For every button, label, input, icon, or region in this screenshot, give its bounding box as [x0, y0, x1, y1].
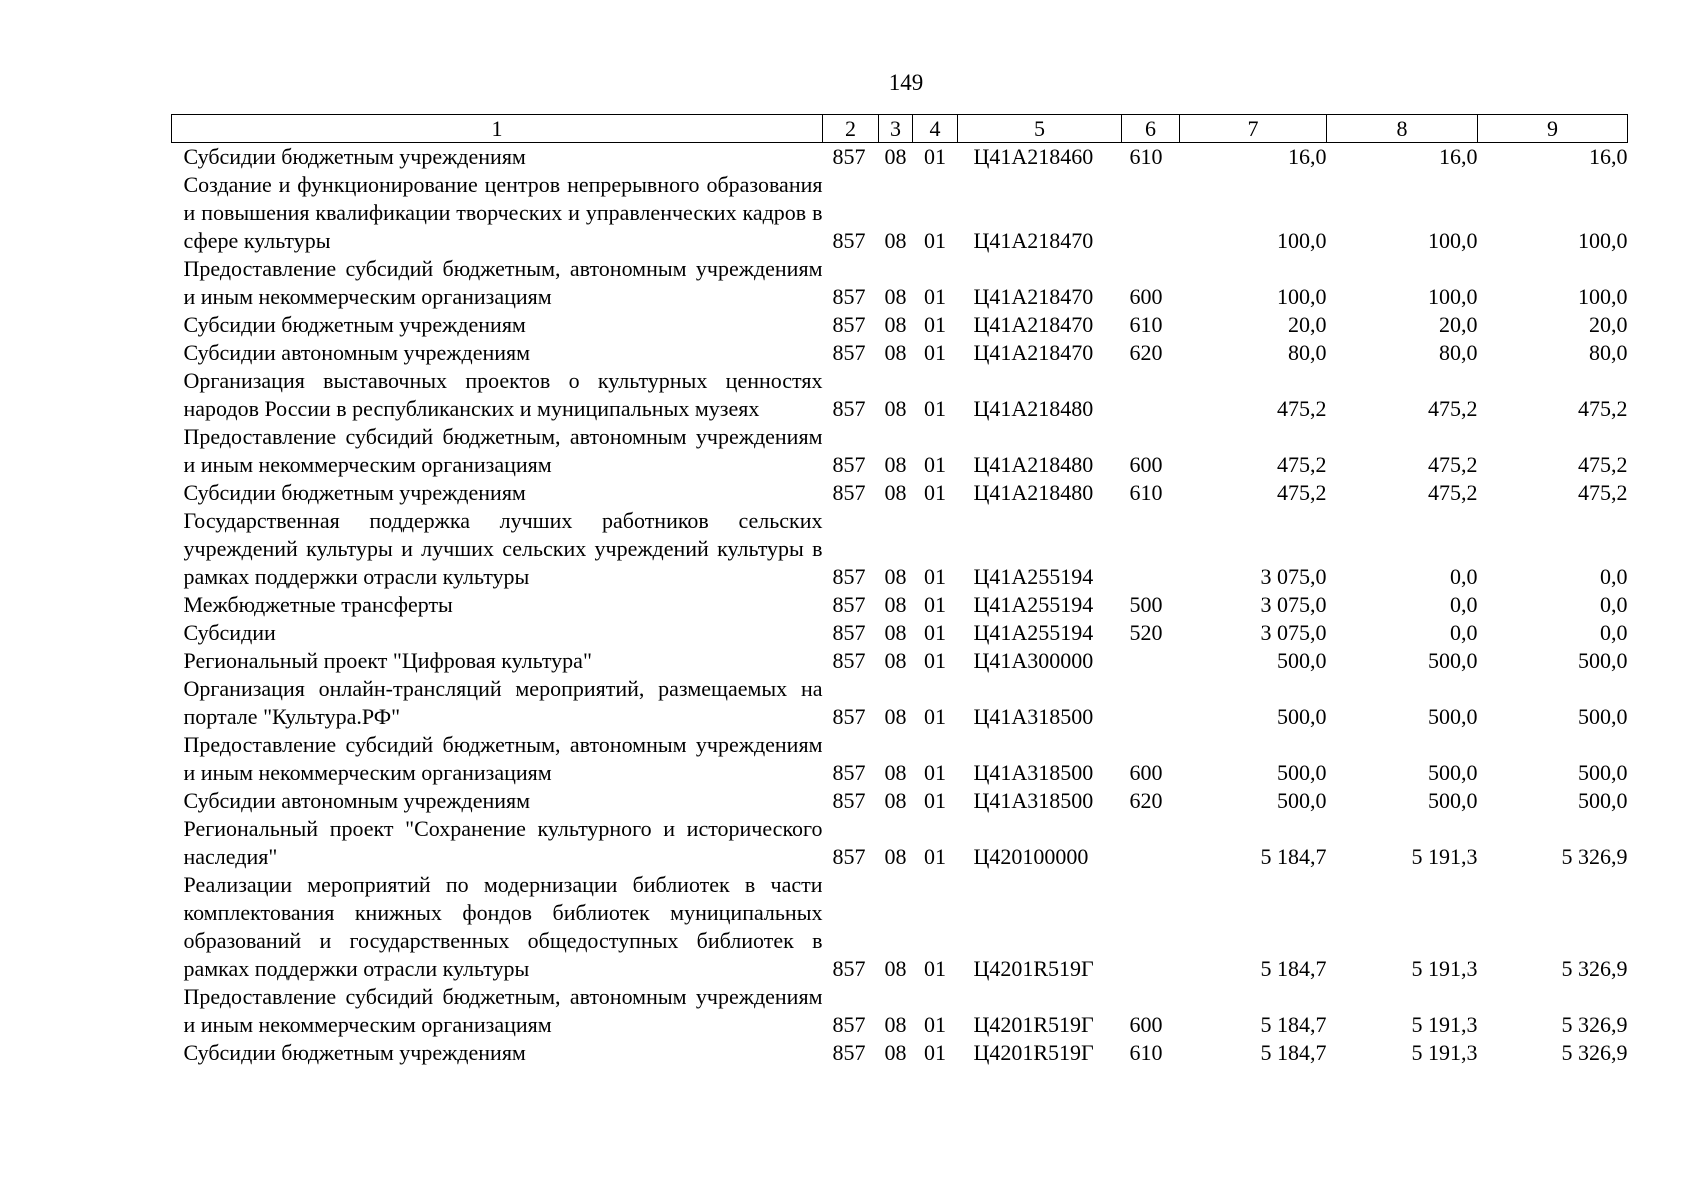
row-name: Региональный проект "Цифровая культура"	[183, 648, 592, 673]
row-amount-year-2: 0,0	[1450, 592, 1478, 617]
table-row	[172, 647, 1628, 675]
row-target-article: Ц41А218470	[973, 284, 1094, 309]
header-col-1: 1	[172, 115, 823, 143]
row-section-code: 08	[884, 956, 907, 981]
row-amount-year-1: 500,0	[1277, 704, 1327, 729]
row-ministry-code: 857	[832, 1012, 866, 1037]
table-row	[172, 591, 1628, 619]
row-amount-year-1: 5 184,7	[1260, 1040, 1327, 1065]
row-name: Субсидии бюджетным учреждениям	[183, 480, 526, 505]
row-amount-year-3: 5 326,9	[1561, 1040, 1628, 1065]
row-expense-type: 600	[1129, 452, 1163, 477]
row-amount-year-1: 16,0	[1288, 144, 1327, 169]
row-subsection-code: 01	[924, 144, 946, 169]
table-row	[172, 507, 1628, 591]
row-section-code: 08	[884, 312, 907, 337]
table-row	[172, 675, 1628, 731]
row-amount-year-1: 500,0	[1277, 648, 1327, 673]
row-amount-year-2: 0,0	[1450, 564, 1478, 589]
row-ministry-code: 857	[832, 956, 866, 981]
table-body	[172, 143, 1628, 1068]
row-subsection-code: 01	[924, 788, 946, 813]
row-subsection-code: 01	[924, 592, 946, 617]
row-amount-year-1: 500,0	[1277, 760, 1327, 785]
table-row	[172, 731, 1628, 787]
row-name: Региональный проект "Сохранение культурного и исторического наследия"	[183, 816, 823, 869]
row-expense-type: 600	[1129, 1012, 1163, 1037]
row-target-article: Ц41А218480	[973, 452, 1094, 477]
row-expense-type: 610	[1129, 312, 1163, 337]
row-amount-year-3: 0,0	[1600, 592, 1628, 617]
row-target-article: Ц4201R519Г	[973, 1040, 1094, 1065]
row-expense-type: 500	[1129, 592, 1163, 617]
row-expense-type: 610	[1129, 144, 1163, 169]
table-row	[172, 339, 1628, 367]
row-expense-type: 520	[1129, 620, 1163, 645]
row-amount-year-1: 3 075,0	[1260, 620, 1327, 645]
row-expense-type: 620	[1129, 340, 1163, 365]
row-ministry-code: 857	[832, 480, 866, 505]
row-ministry-code: 857	[832, 648, 866, 673]
row-target-article: Ц41А218460	[973, 144, 1094, 169]
row-amount-year-3: 475,2	[1578, 396, 1628, 421]
row-name: Предоставление субсидий бюджетным, автономным учреждениям и иным некоммерческим организациям	[183, 256, 823, 309]
row-section-code: 08	[884, 396, 907, 421]
row-target-article: Ц41А255194	[973, 564, 1094, 589]
row-amount-year-3: 5 326,9	[1561, 844, 1628, 869]
row-amount-year-1: 80,0	[1288, 340, 1327, 365]
row-section-code: 08	[884, 788, 907, 813]
row-ministry-code: 857	[832, 788, 866, 813]
row-amount-year-3: 5 326,9	[1561, 1012, 1628, 1037]
row-amount-year-3: 5 326,9	[1561, 956, 1628, 981]
header-col-9: 9	[1478, 115, 1628, 143]
row-amount-year-1: 3 075,0	[1260, 564, 1327, 589]
row-name: Реализации мероприятий по модернизации библиотек в части комплектования книжных фондов библиотек муниципальных образований и государственных общедоступных библиотек в рамках поддержки отрасли культуры	[183, 872, 823, 981]
header-col-8: 8	[1327, 115, 1478, 143]
table-row	[172, 983, 1628, 1039]
row-amount-year-2: 475,2	[1428, 396, 1478, 421]
row-name: Субсидии бюджетным учреждениям	[183, 144, 526, 169]
header-col-6: 6	[1122, 115, 1180, 143]
row-subsection-code: 01	[924, 648, 946, 673]
row-name: Межбюджетные трансферты	[183, 592, 453, 617]
row-name: Предоставление субсидий бюджетным, автономным учреждениям и иным некоммерческим организациям	[183, 984, 823, 1037]
row-section-code: 08	[884, 592, 907, 617]
row-ministry-code: 857	[832, 340, 866, 365]
row-amount-year-1: 5 184,7	[1260, 844, 1327, 869]
row-target-article: Ц41А318500	[973, 760, 1094, 785]
row-amount-year-1: 20,0	[1288, 312, 1327, 337]
row-subsection-code: 01	[924, 228, 946, 253]
row-amount-year-2: 5 191,3	[1411, 956, 1478, 981]
row-ministry-code: 857	[832, 228, 866, 253]
row-section-code: 08	[884, 452, 907, 477]
row-subsection-code: 01	[924, 312, 946, 337]
row-ministry-code: 857	[832, 564, 866, 589]
table-row	[172, 787, 1628, 815]
row-amount-year-2: 500,0	[1428, 704, 1478, 729]
header-col-4: 4	[913, 115, 958, 143]
row-name: Субсидии бюджетным учреждениям	[183, 312, 526, 337]
row-name: Субсидии автономным учреждениям	[183, 340, 531, 365]
table-row	[172, 255, 1628, 311]
row-target-article: Ц41А218470	[973, 312, 1094, 337]
row-expense-type: 600	[1129, 760, 1163, 785]
row-name: Субсидии автономным учреждениям	[183, 788, 531, 813]
row-expense-type: 600	[1129, 284, 1163, 309]
row-subsection-code: 01	[924, 1012, 946, 1037]
row-name: Субсидии	[183, 620, 276, 645]
row-section-code: 08	[884, 704, 907, 729]
row-amount-year-2: 16,0	[1439, 144, 1478, 169]
row-amount-year-3: 80,0	[1589, 340, 1628, 365]
row-section-code: 08	[884, 844, 907, 869]
row-amount-year-3: 500,0	[1578, 788, 1628, 813]
row-amount-year-1: 475,2	[1277, 396, 1327, 421]
row-amount-year-1: 475,2	[1277, 480, 1327, 505]
row-ministry-code: 857	[832, 620, 866, 645]
row-target-article: Ц41А218480	[973, 396, 1094, 421]
row-amount-year-1: 500,0	[1277, 788, 1327, 813]
row-name: Организация онлайн-трансляций мероприятий, размещаемых на портале "Культура.РФ"	[183, 676, 823, 729]
header-col-5: 5	[958, 115, 1122, 143]
row-expense-type	[1122, 367, 1180, 423]
row-amount-year-2: 80,0	[1439, 340, 1478, 365]
row-amount-year-3: 16,0	[1589, 144, 1628, 169]
table-row	[172, 815, 1628, 871]
row-subsection-code: 01	[924, 956, 946, 981]
row-section-code: 08	[884, 284, 907, 309]
row-expense-type: 610	[1129, 480, 1163, 505]
row-ministry-code: 857	[832, 592, 866, 617]
row-target-article: Ц4201R519Г	[973, 1012, 1094, 1037]
table-row	[172, 311, 1628, 339]
row-amount-year-2: 5 191,3	[1411, 1012, 1478, 1037]
table-row	[172, 171, 1628, 255]
header-col-3: 3	[879, 115, 913, 143]
row-name: Предоставление субсидий бюджетным, автономным учреждениям и иным некоммерческим организациям	[183, 732, 823, 785]
row-target-article: Ц4201R519Г	[973, 956, 1094, 981]
row-amount-year-3: 100,0	[1578, 284, 1628, 309]
header-col-2: 2	[823, 115, 879, 143]
row-amount-year-2: 475,2	[1428, 452, 1478, 477]
row-section-code: 08	[884, 1012, 907, 1037]
row-name: Создание и функционирование центров непрерывного образования и повышения квалификации творческих и управленческих кадров в сфере культуры	[183, 172, 823, 253]
row-ministry-code: 857	[832, 312, 866, 337]
row-section-code: 08	[884, 228, 907, 253]
row-target-article: Ц41А218470	[973, 340, 1094, 365]
row-expense-type	[1122, 815, 1180, 871]
row-target-article: Ц41А318500	[973, 704, 1094, 729]
row-subsection-code: 01	[924, 340, 946, 365]
row-section-code: 08	[884, 480, 907, 505]
row-amount-year-1: 100,0	[1277, 228, 1327, 253]
row-amount-year-1: 100,0	[1277, 284, 1327, 309]
row-target-article: Ц41А218480	[973, 480, 1094, 505]
row-ministry-code: 857	[832, 760, 866, 785]
row-amount-year-2: 20,0	[1439, 312, 1478, 337]
row-subsection-code: 01	[924, 480, 946, 505]
row-target-article: Ц41А300000	[973, 648, 1094, 673]
row-target-article: Ц41А255194	[973, 620, 1094, 645]
row-ministry-code: 857	[832, 704, 866, 729]
row-section-code: 08	[884, 340, 907, 365]
row-subsection-code: 01	[924, 760, 946, 785]
row-expense-type: 620	[1129, 788, 1163, 813]
row-amount-year-1: 475,2	[1277, 452, 1327, 477]
row-amount-year-2: 100,0	[1428, 284, 1478, 309]
budget-table	[171, 114, 1628, 1067]
row-target-article: Ц41А218470	[973, 228, 1094, 253]
row-amount-year-2: 100,0	[1428, 228, 1478, 253]
row-amount-year-3: 0,0	[1600, 564, 1628, 589]
row-section-code: 08	[884, 620, 907, 645]
row-section-code: 08	[884, 760, 907, 785]
row-expense-type: 610	[1129, 1040, 1163, 1065]
row-expense-type	[1122, 647, 1180, 675]
row-subsection-code: 01	[924, 396, 946, 421]
row-amount-year-2: 500,0	[1428, 760, 1478, 785]
row-target-article: Ц41А255194	[973, 592, 1094, 617]
row-ministry-code: 857	[832, 1040, 866, 1065]
table-row	[172, 143, 1628, 172]
row-amount-year-3: 500,0	[1578, 704, 1628, 729]
row-subsection-code: 01	[924, 284, 946, 309]
row-ministry-code: 857	[832, 452, 866, 477]
row-amount-year-1: 3 075,0	[1260, 592, 1327, 617]
row-ministry-code: 857	[832, 396, 866, 421]
row-subsection-code: 01	[924, 452, 946, 477]
row-section-code: 08	[884, 144, 907, 169]
row-amount-year-3: 475,2	[1578, 480, 1628, 505]
row-amount-year-3: 0,0	[1600, 620, 1628, 645]
row-subsection-code: 01	[924, 620, 946, 645]
table-row	[172, 479, 1628, 507]
row-amount-year-2: 5 191,3	[1411, 1040, 1478, 1065]
row-section-code: 08	[884, 1040, 907, 1065]
row-amount-year-3: 500,0	[1578, 760, 1628, 785]
row-amount-year-2: 5 191,3	[1411, 844, 1478, 869]
row-ministry-code: 857	[832, 144, 866, 169]
row-expense-type	[1122, 675, 1180, 731]
row-name: Государственная поддержка лучших работников сельских учреждений культуры и лучших сельских учреждений культуры в рамках поддержки отрасли культуры	[183, 508, 823, 589]
row-expense-type	[1122, 507, 1180, 591]
table-row	[172, 1039, 1628, 1067]
row-amount-year-2: 500,0	[1428, 648, 1478, 673]
page-number: 149	[888, 70, 924, 95]
row-amount-year-1: 5 184,7	[1260, 1012, 1327, 1037]
row-ministry-code: 857	[832, 844, 866, 869]
row-amount-year-2: 500,0	[1428, 788, 1478, 813]
row-amount-year-3: 20,0	[1589, 312, 1628, 337]
row-section-code: 08	[884, 564, 907, 589]
row-target-article: Ц41А318500	[973, 788, 1094, 813]
row-amount-year-2: 0,0	[1450, 620, 1478, 645]
row-amount-year-1: 5 184,7	[1260, 956, 1327, 981]
row-name: Предоставление субсидий бюджетным, автономным учреждениям и иным некоммерческим организациям	[183, 424, 823, 477]
table-row	[172, 619, 1628, 647]
row-subsection-code: 01	[924, 564, 946, 589]
row-amount-year-3: 100,0	[1578, 228, 1628, 253]
row-subsection-code: 01	[924, 1040, 946, 1065]
row-subsection-code: 01	[924, 844, 946, 869]
row-ministry-code: 857	[832, 284, 866, 309]
row-expense-type	[1122, 871, 1180, 983]
row-name: Субсидии бюджетным учреждениям	[183, 1040, 526, 1065]
row-amount-year-3: 500,0	[1578, 648, 1628, 673]
row-target-article: Ц420100000	[973, 844, 1089, 869]
header-col-7: 7	[1180, 115, 1327, 143]
row-amount-year-3: 475,2	[1578, 452, 1628, 477]
row-amount-year-2: 475,2	[1428, 480, 1478, 505]
table-row	[172, 423, 1628, 479]
row-expense-type	[1122, 171, 1180, 255]
table-row	[172, 367, 1628, 423]
row-subsection-code: 01	[924, 704, 946, 729]
row-name: Организация выставочных проектов о культурных ценностях народов России в республиканских и муниципальных музеях	[183, 368, 823, 421]
row-section-code: 08	[884, 648, 907, 673]
table-row	[172, 871, 1628, 983]
table-header	[172, 115, 1628, 143]
